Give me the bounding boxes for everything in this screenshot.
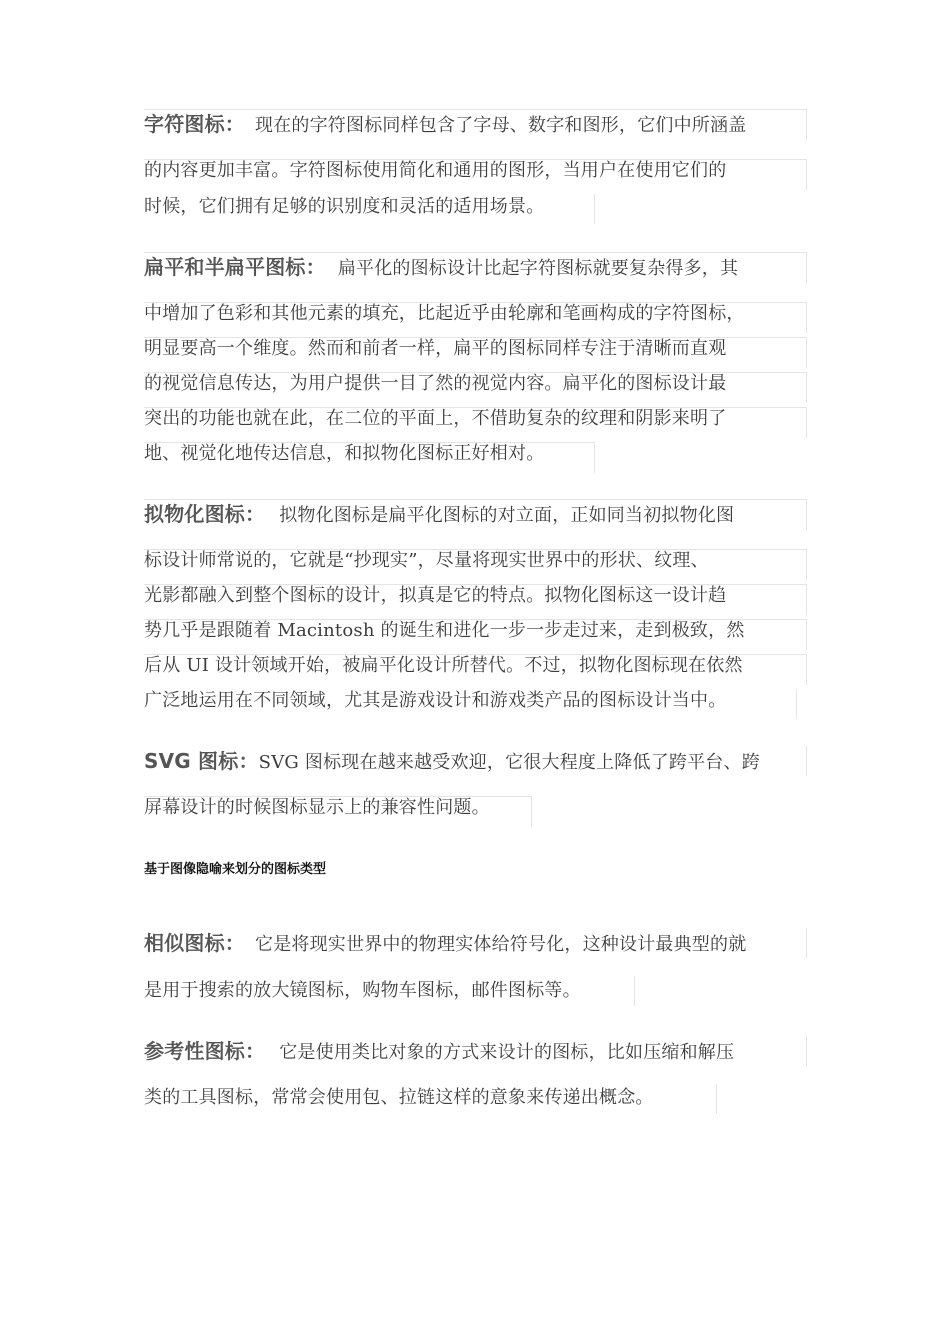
section-heading: 基于图像隐喻来划分的图标类型: [144, 862, 327, 877]
section-term: 字符图标：: [144, 112, 245, 136]
paragraph-text: 它是将现实世界中的物理实体给符号化，这种设计最典型的就: [255, 934, 747, 955]
section-term: 拟物化图标：: [144, 502, 266, 526]
paragraph-text: 它是使用类比对象的方式来设计的图标，比如压缩和解压: [279, 1042, 735, 1063]
paragraph-line: 突出的功能也就在此，在二位的平面上，不借助复杂的纹理和阴影来明了: [144, 408, 727, 429]
paragraph-line: [144, 1038, 734, 1066]
paragraph-line: 中增加了色彩和其他元素的填充，比起近乎由轮廓和笔画构成的字符图标，: [144, 303, 745, 324]
paragraph-line: 屏幕设计的时候图标显示上的兼容性问题。: [144, 797, 490, 818]
paragraph-line: [144, 930, 746, 958]
paragraph-line: [144, 748, 760, 776]
paragraph-line: 地、视觉化地传达信息，和拟物化图标正好相对。: [144, 443, 545, 464]
paragraph-line: 的视觉信息传达，为用户提供一目了然的视觉内容。扁平化的图标设计最: [144, 373, 727, 394]
paragraph-line: 时候，它们拥有足够的识别度和灵活的适用场景。: [144, 196, 545, 217]
section-term: 扁平和半扁平图标：: [144, 255, 326, 279]
paragraph-line: 的内容更加丰富。字符图标使用简化和通用的图形，当用户在使用它们的: [144, 160, 727, 181]
section-term: SVG 图标：: [144, 749, 259, 773]
paragraph-line: [144, 254, 738, 282]
paragraph-line: 势几乎是跟随着 Macintosh 的诞生和进化一步一步走过来，走到极致，然: [144, 620, 745, 641]
paragraph-line: 类的工具图标，常常会使用包、拉链这样的意象来传递出概念。: [144, 1087, 654, 1108]
paragraph-line: [144, 111, 746, 139]
paragraph-text: 拟物化图标是扁平化图标的对立面，正如同当初拟物化图: [279, 505, 735, 526]
paragraph-line: 广泛地运用在不同领域，尤其是游戏设计和游戏类产品的图标设计当中。: [144, 690, 727, 711]
section-term: 相似图标：: [144, 931, 245, 955]
paragraph-line: [144, 501, 734, 529]
paragraph-line: 是用于搜索的放大镜图标，购物车图标，邮件图标等。: [144, 980, 581, 1001]
paragraph-line: 光影都融入到整个图标的设计，拟真是它的特点。拟物化图标这一设计趋: [144, 585, 727, 606]
paragraph-line: 后从 UI 设计领域开始，被扁平化设计所替代。不过，拟物化图标现在依然: [144, 655, 743, 676]
paragraph-text: 现在的字符图标同样包含了字母、数字和图形，它们中所涵盖: [255, 115, 747, 136]
paragraph-line: 明显要高一个维度。然而和前者一样，扁平的图标同样专注于清晰而直观: [144, 338, 727, 359]
paragraph-text: SVG 图标现在越来越受欢迎，它很大程度上降低了跨平台、跨: [258, 752, 760, 773]
section-term: 参考性图标：: [144, 1039, 266, 1063]
paragraph-line: 标设计师常说的，它就是“抄现实”，尽量将现实世界中的形状、纹理、: [144, 550, 709, 571]
paragraph-text: 扁平化的图标设计比起字符图标就要复杂得多，其: [337, 258, 739, 279]
